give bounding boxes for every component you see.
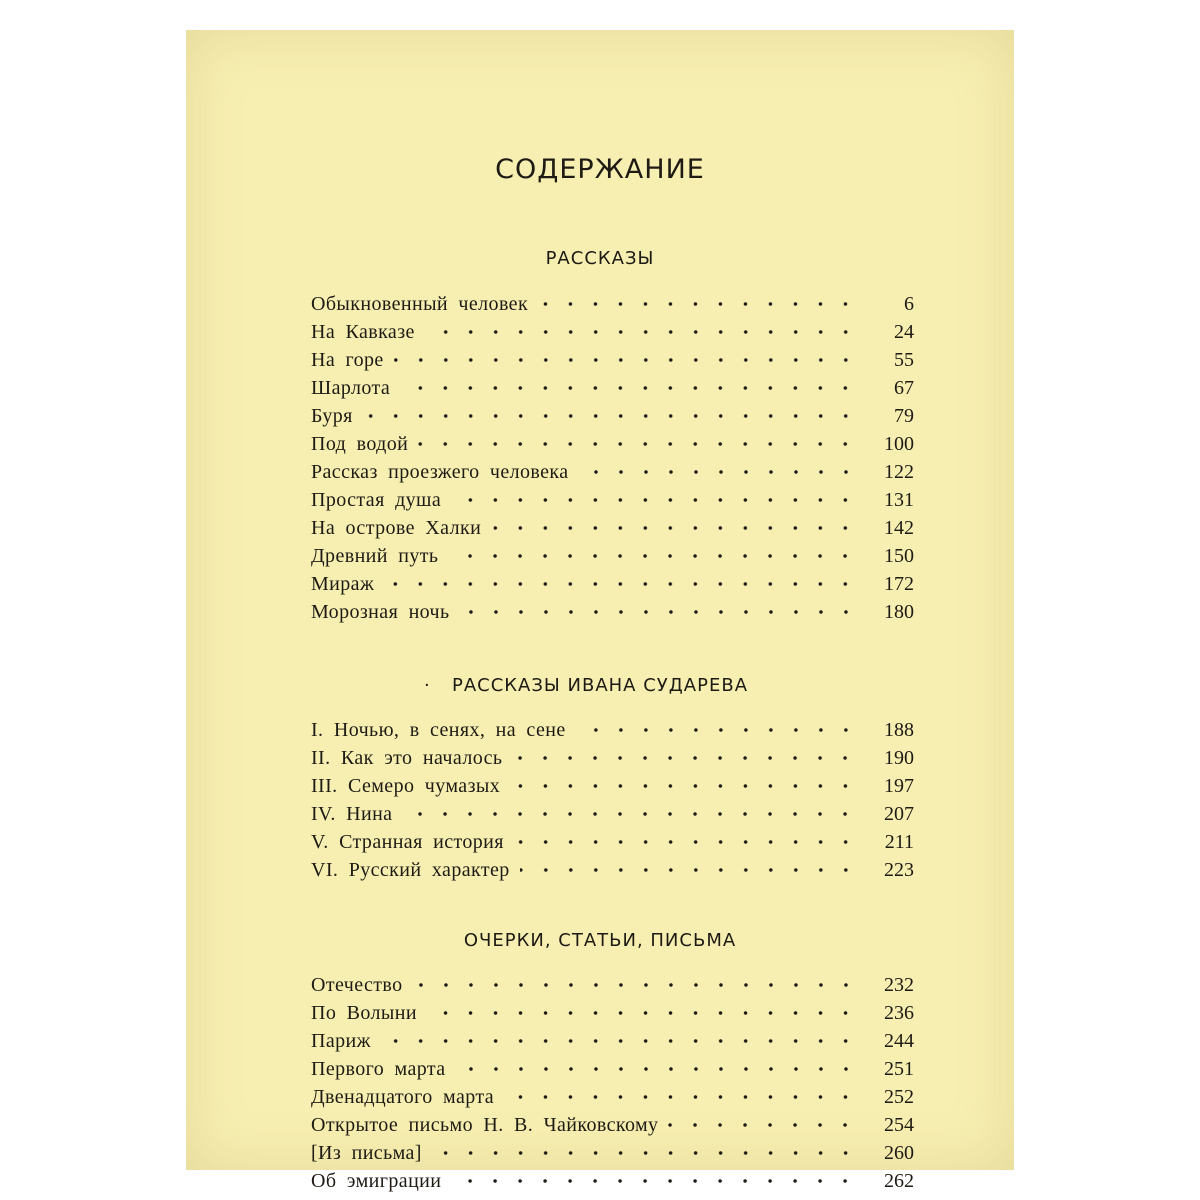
toc-entry-title: Буря <box>311 404 353 427</box>
toc-entry-title: Двенадцатого марта <box>311 1085 495 1108</box>
dot-leader <box>448 546 858 566</box>
toc-entry <box>311 1111 914 1139</box>
toc-entry-page: 190 <box>884 746 914 769</box>
toc-entry-page: 79 <box>894 404 914 427</box>
toc-entry-page: 67 <box>894 376 914 399</box>
toc-entry-title: III. Семеро чумазых <box>311 774 501 797</box>
toc-entry-page: 142 <box>884 516 914 539</box>
toc-entry-title: На острове Халки <box>311 516 482 539</box>
toc-entry-title: IV. Нина <box>311 802 393 825</box>
toc-entry <box>311 1055 914 1083</box>
book-page <box>186 30 1014 1192</box>
toc-entry-page: 180 <box>884 600 914 623</box>
toc-entry-page: 252 <box>884 1085 914 1108</box>
toc-entry-title: Париж <box>311 1029 371 1052</box>
toc-entry-title: На горе <box>311 348 384 371</box>
toc-entry-title: Рассказ проезжего человека <box>311 460 569 483</box>
toc-entry-page: 24 <box>894 320 914 343</box>
toc-list-essays <box>311 971 914 1195</box>
toc-entry-page: 197 <box>884 774 914 797</box>
toc-entry <box>311 1139 914 1167</box>
toc-entry <box>311 514 914 542</box>
toc-entry-page: 223 <box>884 858 914 881</box>
toc-entry-title: Мираж <box>311 572 375 595</box>
toc-list-sudarev <box>311 716 914 884</box>
toc-entry-page: 172 <box>884 572 914 595</box>
toc-entry-title: VI. Русский характер <box>311 858 510 881</box>
toc-entry-title: I. Ночью, в сенях, на сене <box>311 718 566 741</box>
dot-leader <box>514 832 858 852</box>
toc-entry <box>311 598 914 626</box>
toc-entry <box>311 772 914 800</box>
toc-list-stories <box>311 290 914 626</box>
section-heading-stories: РАССКАЗЫ <box>545 248 655 269</box>
toc-entry-title: V. Странная история <box>311 830 504 853</box>
toc-entry-page: 122 <box>884 460 914 483</box>
toc-entry-page: 232 <box>884 973 914 996</box>
dot-leader <box>381 1031 858 1051</box>
toc-entry <box>311 971 914 999</box>
toc-entry-page: 100 <box>884 432 914 455</box>
dot-leader <box>579 462 859 482</box>
dot-leader <box>363 406 858 426</box>
toc-entry-page: 207 <box>884 802 914 825</box>
toc-entry <box>311 744 914 772</box>
dot-leader <box>400 378 858 398</box>
dot-leader <box>402 804 858 824</box>
dot-leader <box>432 1143 858 1163</box>
dot-leader <box>384 574 858 594</box>
toc-entry-page: 262 <box>884 1169 914 1192</box>
toc-entry <box>311 486 914 514</box>
toc-entry-page: 150 <box>884 544 914 567</box>
toc-entry-title: Отечество <box>311 973 403 996</box>
dot-leader <box>520 860 858 880</box>
toc-entry-title: Шарлота <box>311 376 391 399</box>
toc-entry <box>311 346 914 374</box>
dot-leader <box>491 518 858 538</box>
toc-entry <box>311 1083 914 1111</box>
dot-leader <box>538 294 858 314</box>
heading-mark: · <box>424 675 431 696</box>
toc-entry <box>311 1027 914 1055</box>
toc-entry <box>311 999 914 1027</box>
toc-entry <box>311 800 914 828</box>
toc-entry-page: 55 <box>894 348 914 371</box>
toc-entry-title: [Из письма] <box>311 1141 422 1164</box>
toc-entry <box>311 828 914 856</box>
dot-leader <box>451 1171 858 1191</box>
dot-leader <box>512 748 858 768</box>
toc-entry-title: Об эмиграции <box>311 1169 442 1192</box>
section-heading-essays: ОЧЕРКИ, СТАТЬИ, ПИСЬМА <box>463 930 737 951</box>
toc-entry <box>311 570 914 598</box>
toc-entry <box>311 1167 914 1195</box>
toc-entry-title: Первого марта <box>311 1057 446 1080</box>
toc-entry-title: Открытое письмо Н. В. Чайковскому <box>311 1113 659 1136</box>
toc-entry <box>311 402 914 430</box>
dot-leader <box>427 1003 858 1023</box>
toc-entry-page: 254 <box>884 1113 914 1136</box>
toc-entry-page: 211 <box>884 830 914 853</box>
section-heading-text: РАССКАЗЫ ИВАНА СУДАРЕВА <box>451 675 749 696</box>
toc-entry <box>311 716 914 744</box>
toc-entry-title: Под водой <box>311 432 409 455</box>
toc-entry-page: 236 <box>884 1001 914 1024</box>
page-title: СОДЕРЖАНИЕ <box>495 154 705 185</box>
dot-leader <box>668 1115 858 1135</box>
section-heading-sudarev <box>186 675 1014 696</box>
dot-leader <box>394 350 858 370</box>
toc-entry <box>311 290 914 318</box>
dot-leader <box>456 1059 858 1079</box>
toc-entry-page: 244 <box>884 1029 914 1052</box>
toc-entry-page: 188 <box>884 718 914 741</box>
dot-leader <box>425 322 858 342</box>
toc-entry <box>311 318 914 346</box>
dot-leader <box>413 975 858 995</box>
toc-entry-title: По Волыни <box>311 1001 417 1024</box>
dot-leader <box>576 720 858 740</box>
toc-entry-title: Простая душа <box>311 488 442 511</box>
toc-entry <box>311 374 914 402</box>
toc-entry <box>311 430 914 458</box>
dot-leader <box>460 602 858 622</box>
toc-entry-title: II. Как это началось <box>311 746 503 769</box>
dot-leader <box>451 490 858 510</box>
toc-entry-title: Обыкновенный человек <box>311 292 529 315</box>
toc-entry-title: На Кавказе <box>311 320 415 343</box>
dot-leader <box>418 434 858 454</box>
toc-entry-page: 131 <box>884 488 914 511</box>
dot-leader <box>510 776 858 796</box>
toc-entry-title: Древний путь <box>311 544 439 567</box>
toc-entry-title: Морозная ночь <box>311 600 450 623</box>
toc-entry <box>311 458 914 486</box>
toc-entry <box>311 856 914 884</box>
toc-entry-page: 6 <box>904 292 914 315</box>
toc-entry-page: 251 <box>884 1057 914 1080</box>
toc-entry <box>311 542 914 570</box>
dot-leader <box>504 1087 858 1107</box>
toc-entry-page: 260 <box>884 1141 914 1164</box>
